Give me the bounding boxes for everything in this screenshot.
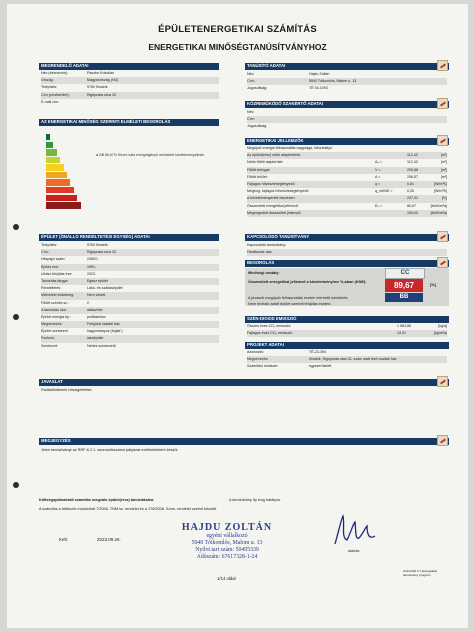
row-label: A követelményérték összesen:: [247, 196, 296, 201]
row-value: 0,81: [407, 181, 414, 186]
row-value: 112,42: [407, 153, 418, 158]
data-row: [247, 188, 447, 195]
energy-class-bar: [46, 142, 53, 148]
issue-date: 2023.09.26.: [97, 537, 121, 542]
row-label: Azonosító:: [247, 350, 264, 354]
row-value: egyszerűsített: [309, 364, 332, 369]
data-row: [41, 264, 219, 271]
row-value: 0,26: [407, 189, 414, 194]
row-label: Cím:: [247, 79, 255, 84]
row-label: Fűtött térfogat:: [247, 167, 271, 172]
data-row: [247, 210, 447, 217]
page-number: 1/14 oldal: [217, 576, 236, 581]
data-row: [41, 328, 219, 335]
data-row: [41, 292, 219, 299]
row-label: Megújuló energia felhasználás nagysága, hőszivattyú: [247, 146, 333, 150]
data-row: [41, 249, 219, 256]
row-symbol: Eₚ =: [375, 203, 383, 208]
row-value: 1991.: [87, 264, 96, 269]
document-title: ÉPÜLETENERGETIKAI SZÁMÍTÁS: [158, 24, 317, 35]
row-value: 5940 Tótkomlós, Malom u. 13: [309, 79, 357, 84]
expert-heading: KÖZREMŰKÖDŐ SZAKÉRTŐ ADATAI: [245, 101, 449, 108]
scale-note: ◄ BB 89,67% Közel nulla energiaigényű minősített követelményeknek: [95, 153, 205, 157]
data-row: [41, 343, 219, 350]
row-unit: [m³]: [440, 167, 447, 172]
row-label: Cím (cím/kerület):: [41, 92, 70, 97]
data-row: [247, 123, 447, 130]
row-label: Megengedett összesített jellemző:: [247, 210, 302, 215]
row-label: Név:: [247, 72, 255, 76]
punch-hole: [13, 224, 19, 230]
classification-note: A javasolt megújuló felhasználás esetén elérhető minősítés:: [248, 296, 349, 300]
row-unit: [W/m³K]: [434, 189, 447, 194]
row-unit: [kg/a]: [438, 324, 447, 328]
row-value: 9760 Kisdelk: [87, 85, 108, 90]
data-row: [41, 77, 219, 84]
footer-validity: A tanúsítvány 5y évig hatályos.: [229, 498, 282, 502]
row-label: Ország:: [41, 78, 54, 83]
owner-rows: [41, 70, 219, 106]
data-row: [41, 278, 219, 285]
document-subtitle: ENERGETIKAI MINŐSÉGTANÚSÍTVÁNYHOZ: [148, 42, 327, 52]
row-value: 13,91: [397, 331, 406, 336]
row-label: Nettó fűtött alapterület:: [247, 160, 284, 165]
project-heading: PROJEKT ADATAI: [245, 342, 449, 349]
row-value: Kisdelk, Rigóposta utca 32. szám alatt lévő családi ház: [309, 357, 397, 362]
row-label: Név (elnevezés):: [41, 71, 68, 75]
row-value: 2482/1: [87, 257, 98, 262]
recommendation-heading: JAVASLAT: [39, 379, 449, 386]
indicators-heading: ENERGETIKAI JELLEMZŐK: [245, 138, 449, 145]
data-row: [247, 363, 447, 370]
kne-value: 89,67: [385, 279, 423, 292]
expert-rows: [247, 109, 447, 131]
row-label: Műemléki védettség:: [41, 293, 74, 298]
row-label: Cím:: [41, 250, 49, 255]
value-label: Összesített energetikai jellemző a követelményhez %-ában (KNE):: [248, 280, 367, 284]
energy-class-bar: [46, 149, 57, 155]
row-label: Helyrajzi szám:: [41, 257, 66, 262]
data-row: [41, 307, 219, 314]
edit-icon[interactable]: [437, 60, 448, 71]
row-value: 9760 Kisdelk: [87, 243, 108, 247]
energy-class-bar: [46, 164, 64, 170]
row-unit: [kWh/m²a]: [430, 210, 447, 215]
energy-class-bar: [46, 172, 67, 178]
data-row: [41, 285, 219, 292]
edit-icon[interactable]: [437, 98, 448, 109]
energy-class-bar: [46, 187, 74, 193]
edit-icon[interactable]: [437, 231, 448, 242]
data-row: [247, 323, 447, 330]
classification-heading: BESOROLÁS: [245, 260, 449, 267]
indicators-rows: [247, 145, 447, 217]
row-value: Nem védett: [87, 293, 106, 298]
recommendation-text: Padlásfödémek hőszigetelése.: [41, 388, 93, 392]
row-symbol: q =: [375, 181, 381, 186]
certificate-page: [7, 4, 468, 628]
data-row: [41, 70, 219, 77]
energy-scale: [46, 134, 81, 210]
energy-class-bar: [46, 179, 70, 185]
data-row: [247, 85, 447, 92]
data-row: [247, 242, 447, 249]
row-value: 237,31: [407, 196, 418, 201]
row-value: Rigóposta utca 32.: [87, 250, 117, 255]
row-value: Magyarország (HU): [87, 78, 119, 83]
row-label: A tanúsítás oka:: [41, 307, 67, 312]
row-label: Megnevezés:: [247, 357, 269, 362]
row-label: Település:: [41, 85, 58, 90]
row-unit: [m²]: [440, 160, 447, 165]
row-label: Megeng. fajlagos hőveszteségtényező:: [247, 189, 310, 194]
data-row: [247, 167, 447, 174]
row-label: Fajlagos éves CO₂ emisszió:: [247, 331, 293, 336]
row-label: Összes éves CO₂ emisszió:: [247, 324, 292, 328]
data-row: [247, 356, 447, 363]
row-value: TÉ 04-1093: [309, 86, 328, 91]
data-row: [247, 203, 447, 210]
data-row: [247, 181, 447, 188]
row-label: Számítási módszer:: [247, 364, 279, 369]
classification-note: Nem hívható adott épület szerinti felújítás esetén:: [248, 302, 332, 306]
data-row: [41, 314, 219, 321]
row-label: Tanúsítás tárgya:: [41, 278, 69, 283]
row-label: Szerkezet:: [41, 343, 58, 348]
signature: [329, 510, 381, 550]
quality-label: Minőségi osztály:: [248, 271, 280, 275]
row-label: Épület energia tip.:: [41, 314, 71, 319]
row-label: E-mail cím:: [41, 99, 59, 104]
energy-class-bar: [46, 134, 50, 140]
row-label: Rendeltetés:: [41, 286, 62, 291]
remarks-heading: MEGJEGYZÉS: [39, 438, 449, 445]
energy-class-bar: [46, 195, 77, 201]
row-symbol: V =: [375, 167, 381, 172]
data-row: [247, 159, 447, 166]
row-value: 100,00: [407, 210, 418, 215]
punch-hole: [13, 482, 19, 488]
row-value: Rigóposta utca 32.: [87, 92, 117, 97]
preparer-rows: [247, 71, 447, 93]
row-value: polifázishoz: [87, 314, 106, 319]
owner-heading: MEGRENDELŐ ADATAI: [39, 63, 219, 70]
data-row: [247, 174, 447, 181]
row-value: 256,57: [407, 174, 418, 179]
row-label: Fajlagos hőveszteségtényező:: [247, 181, 296, 186]
contact-rows: [247, 242, 447, 256]
data-row: [41, 335, 219, 342]
energy-class-bar: [46, 202, 81, 208]
punch-hole: [13, 314, 19, 320]
row-value: 80,67: [407, 203, 416, 208]
row-value: Nehéz szerkezetű: [87, 343, 116, 348]
row-label: Jogosultság:: [247, 86, 268, 91]
contact-heading: KAPCSOLÓDÓ TANÚSÍTVÁNY: [245, 234, 449, 241]
data-row: [41, 92, 219, 99]
co2-heading: SZÉN-DIOXID EMISSZIÓ: [245, 316, 449, 323]
company-stamp: HAJDU ZOLTÁN egyéni vállalkozó 5940 Tótkomlós, Malom u. 13 Nyilvt.tart szám: 50495339 Adószám: 67617328-1-24: [181, 522, 273, 560]
row-unit: [%]: [441, 196, 447, 201]
row-value: Hajdu Zoltán: [309, 72, 330, 76]
remarks-text: Jelen tanúsítványt az RRF-6.2.1. azonosítószámú pályázat mellékleteként készül.: [41, 448, 179, 452]
row-symbol: q_mKNE =: [375, 189, 393, 194]
edit-icon[interactable]: [437, 376, 448, 387]
data-row: [247, 349, 447, 356]
row-unit: [kWh/m²a]: [430, 203, 447, 208]
place-label: Kelt:: [59, 537, 69, 542]
row-value: hagyományos (téglaf.): [87, 329, 123, 334]
row-label: Fűtött szintek sz.:: [41, 300, 69, 305]
data-row: [41, 242, 219, 249]
energy-class-bar: [46, 157, 60, 163]
footer-line: A számítás a többször módosított 7/2006. TNM sz. rendelet és a 176/2008. Korm. rendelet szerint készült.: [39, 507, 218, 511]
row-value: 2023.: [87, 271, 96, 276]
row-label: Az épület(rész) nettó alapterülete:: [247, 153, 301, 158]
row-label: Hivatkozás oka:: [247, 250, 273, 255]
kne-unit: [%]: [430, 283, 436, 287]
data-row: [247, 116, 447, 123]
building-rows: [41, 242, 219, 350]
row-value: Pásztor Krisztián: [87, 71, 114, 75]
row-value: TÉ-23-394: [309, 350, 326, 354]
row-value: Felújított családi ház: [87, 322, 120, 327]
row-unit: [m²]: [440, 153, 447, 158]
row-symbol: A =: [375, 174, 381, 179]
data-row: [41, 84, 219, 91]
row-label: Utolsó felújítás éve:: [41, 271, 73, 276]
row-label: Építés éve:: [41, 264, 59, 269]
data-row: [41, 321, 219, 328]
edit-icon[interactable]: [437, 257, 448, 268]
row-value: adásvétel: [87, 307, 103, 312]
row-label: Jogosultság:: [247, 124, 268, 129]
data-row: [247, 109, 447, 116]
row-label: Épület szerkezet:: [41, 329, 69, 334]
row-unit: [m²]: [440, 174, 447, 179]
data-row: [247, 195, 447, 202]
preparer-heading: TANÚSÍTÓ ADATAI: [245, 63, 449, 70]
row-value: Egész épület: [87, 278, 108, 283]
row-label: Funkció:: [41, 336, 55, 341]
row-unit: [W/m³K]: [434, 181, 447, 186]
row-label: Fűtött felület:: [247, 174, 268, 179]
building-heading: ÉPÜLET (ÖNÁLLÓ RENDELTETÉSI EGYSÉG) ADATAI: [39, 234, 219, 241]
data-row: [247, 330, 447, 337]
data-row: [247, 145, 447, 152]
data-row: [247, 152, 447, 159]
project-rows: [247, 349, 447, 371]
data-row: [41, 99, 219, 106]
scale-heading: AZ ENERGETIKAI MINŐSÉG SZERINTI ELMÉLETI BESOROLÁS: [39, 119, 219, 126]
row-value: 1 583,86: [397, 324, 411, 328]
row-label: Település:: [41, 243, 58, 247]
data-row: [41, 300, 219, 307]
data-row: [247, 71, 447, 78]
row-value: lakóépület: [87, 336, 104, 341]
row-label: Összesített energetikai jellemző:: [247, 203, 299, 208]
row-value: Lakó- és szállásépület: [87, 286, 123, 291]
row-label: Megnevezés:: [41, 322, 63, 327]
row-value: 112,42: [407, 160, 418, 165]
row-value: 2: [87, 300, 89, 305]
class-badge-top: CC: [385, 268, 425, 279]
row-label: Cím:: [247, 117, 255, 122]
data-row: [247, 249, 447, 256]
co2-rows: [247, 323, 447, 337]
data-row: [41, 271, 219, 278]
row-value: 290,88: [407, 167, 418, 172]
row-unit: [kg/m²a]: [434, 331, 447, 336]
signature-label: aláírás: [348, 549, 360, 553]
class-badge-bottom: BB: [385, 293, 423, 302]
data-row: [247, 78, 447, 85]
data-row: [41, 256, 219, 263]
software-label: ArchiCAD 2.7 Energetikai tanúsítvány program: [403, 569, 438, 577]
row-symbol: Aₙ =: [375, 160, 382, 165]
row-label: Név:: [247, 110, 255, 114]
footer-line: Költségoptimalizált számítás megválo épület(rész) tanúsítására.: [39, 498, 155, 502]
row-label: Kapcsolódó tanúsítvány:: [247, 243, 287, 247]
edit-icon[interactable]: [437, 435, 448, 446]
